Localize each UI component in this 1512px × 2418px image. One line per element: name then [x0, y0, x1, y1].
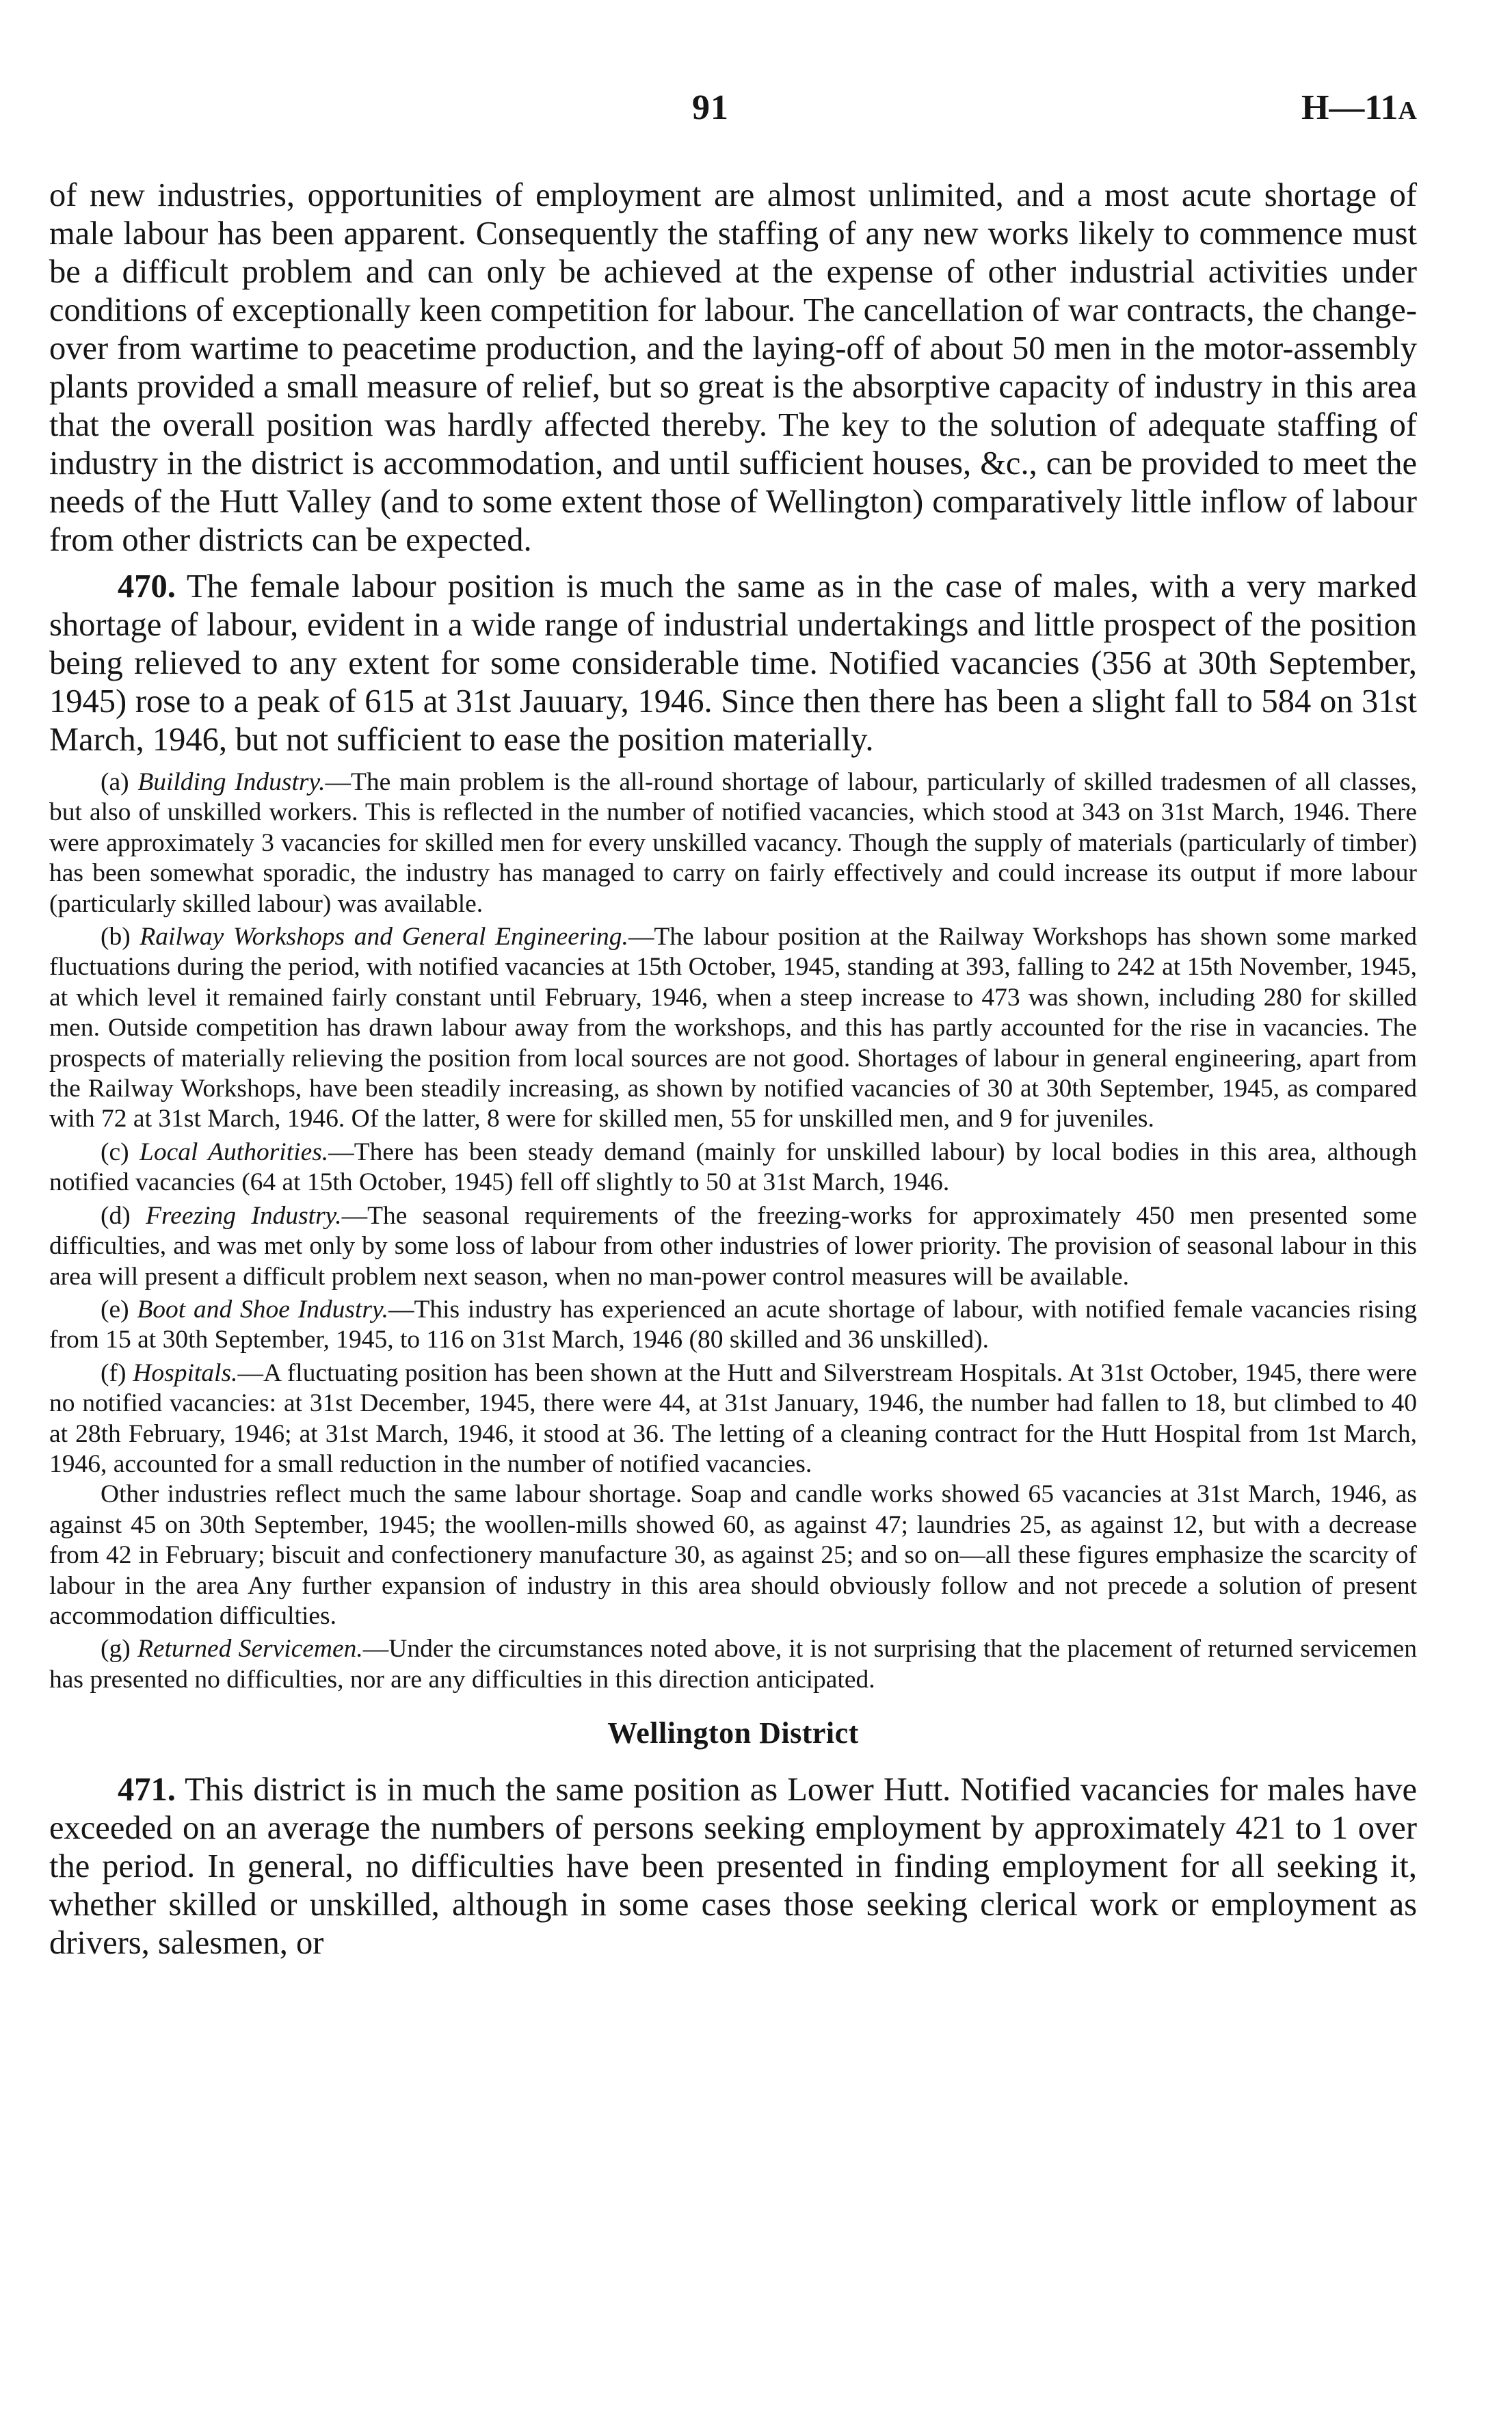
subsection-b [49, 922, 1417, 1135]
subsection-text: —The labour position at the Railway Workshops has shown some marked fluctuations during the period, with notified vacancies at 15th October, 1945, standing at 393, falling to 242 at 15th November, 1945, at which level it remained fairly constant until February, 1946, when a steep increase to 473 was shown, including 280 for skilled men. Outside competition has drawn labour away from the workshops, and this has partly accounted for the rise in vacancies. The prospects of materially relieving the position from local sources are not good. Shortages of labour in general engineering, apart from the Railway Workshops, have been steadily increasing, as shown by notified vacancies of 30 at 30th September, 1945, as compared with 72 at 31st March, 1946. Of the latter, 8 were for skilled men, 55 for unskilled men, and 9 for juveniles. [49, 923, 1417, 1133]
subsection-title: Building Industry. [137, 768, 326, 796]
subsection-f [49, 1358, 1417, 1480]
other-industries-paragraph: Other industries reflect much the same labour shortage. Soap and candle works showed 65 vacancies at 31st March, 1946, as against 45 on 30th September, 1945; the woollen-mills showed 60, as against 47; laundries 25, as against 12, but with a decrease from 42 in February; biscuit and confectionery manufacture 30, as against 25; and so on—all these figures emphasize the scarcity of labour in the area Any further expansion of industry in this area should obviously follow and not precede a solution of present accommodation difficulties. [49, 1480, 1417, 1630]
subsection-label: (b) [101, 923, 131, 951]
subsection-title: Freezing Industry. [146, 1201, 342, 1230]
subsection-text: —The main problem is the all-round shortage of labour, particularly of skilled tradesmen of all classes, but also of unskilled workers. This is reflected in the number of notified vacancies, which stood at 343 on 31st March, 1946. There were approximately 3 vacancies for skilled men for every unskilled vacancy. Though the supply of materials (particularly of timber) has been somewhat sporadic, the industry has managed to carry on fairly effectively and could increase its output if more labour (particularly skilled labour) was available. [49, 768, 1417, 918]
section-heading: Wellington District [607, 1716, 859, 1750]
paragraph-number: 471. [118, 1772, 176, 1809]
paragraph-number: 470. [118, 568, 176, 605]
subsection-label: (e) [101, 1295, 129, 1324]
paragraph-470 [49, 568, 1417, 759]
paragraph-471 [49, 1771, 1417, 1962]
page-code-suffix: A [1398, 96, 1417, 125]
subsection-label: (g) [101, 1635, 131, 1664]
page-code [1301, 88, 1417, 128]
page-header [49, 88, 1417, 135]
subsection-label: (c) [101, 1138, 129, 1166]
document-page [49, 0, 1417, 2418]
body-text [49, 176, 1417, 1962]
paragraph-text: The female labour position is much the same as in the case of males, with a very marked shortage of labour, evident in a wide range of industrial undertakings and little prospect of the position being relieved to any extent for some considerable time. Notified vacancies (356 at 30th September, 1945) rose to a peak of 615 at 31st Jauuary, 1946. Since then there has been a slight fall to 584 on 31st March, 1946, but not sufficient to ease the position materially. [49, 568, 1417, 758]
page-number: 91 [692, 88, 729, 127]
subsection-text: —Under the circumstances noted above, it is not surprising that the placement of returned servicemen has presented no difficulties, nor are any difficulties in this direction anticipated. [49, 1635, 1417, 1694]
subsection-label: (d) [101, 1201, 131, 1230]
subsection-text: —There has been steady demand (mainly for unskilled labour) by local bodies in this area, although notified vacancies (64 at 15th October, 1945) fell off slightly to 50 at 31st March, 1946. [49, 1138, 1418, 1197]
subsection-e [49, 1295, 1417, 1356]
subsection-label: (f) [101, 1358, 127, 1387]
page-code-main: H—11 [1301, 88, 1398, 127]
subsection-d [49, 1201, 1417, 1292]
subsection-title: Railway Workshops and General Engineering. [140, 923, 628, 951]
subsection-a [49, 767, 1417, 919]
subsection-label: (a) [101, 768, 129, 796]
subsection-title: Hospitals. [133, 1358, 238, 1387]
subsection-text: —A fluctuating position has been shown at the Hutt and Silverstream Hospitals. At 31st October, 1945, there were no notified vacancies: at 31st December, 1945, there were 44, at 31st January, 1946, the number had fallen to 18, but climbed to 40 at 28th February, 1946; at 31st March, 1946, it stood at 36. The letting of a cleaning contract for the Hutt Hospital from 1st March, 1946, accounted for a small reduction in the number of notified vacancies. [49, 1358, 1417, 1478]
continuation-paragraph: of new industries, opportunities of employment are almost unlimited, and a most acute shortage of male labour has been apparent. Consequently the staffing of any new works likely to commence must be a difficult problem and can only be achieved at the expense of other industrial activities under conditions of exceptionally keen competition for labour. The cancellation of war contracts, the change-over from wartime to peacetime production, and the laying-off of about 50 men in the motor-assembly plants provided a small measure of relief, but so great is the absorptive capacity of industry in this area that the overall position was hardly affected thereby. The key to the solution of adequate staffing of industry in the district is accommodation, and until sufficient houses, &c., can be provided to meet the needs of the Hutt Valley (and to some extent those of Wellington) comparatively little inflow of labour from other districts can be expected. [49, 177, 1417, 558]
subsection-title: Local Authorities. [140, 1138, 329, 1166]
paragraph-text: This district is in much the same position as Lower Hutt. Notified vacancies for males have exceeded on an average the numbers of persons seeking employment by approximately 421 to 1 over the period. In general, no difficulties have been presented in finding employment for all seeking it, whether skilled or unskilled, although in some cases those seeking clerical work or employment as drivers, salesmen, or [49, 1772, 1418, 1962]
subsection-g [49, 1634, 1417, 1695]
subsection-c [49, 1138, 1417, 1198]
subsection-text: —This industry has experienced an acute shortage of labour, with notified female vacancies rising from 15 at 30th September, 1945, to 116 on 31st March, 1946 (80 skilled and 36 unskilled). [49, 1295, 1417, 1354]
subsection-text: —The seasonal requirements of the freezing-works for approximately 450 men presented some difficulties, and was met only by some loss of labour from other industries of lower priority. The provision of seasonal labour in this area will present a difficult problem next season, when no man-power control measures will be available. [49, 1201, 1417, 1291]
subsection-title: Boot and Shoe Industry. [137, 1295, 388, 1324]
subsection-title: Returned Servicemen. [137, 1635, 363, 1664]
